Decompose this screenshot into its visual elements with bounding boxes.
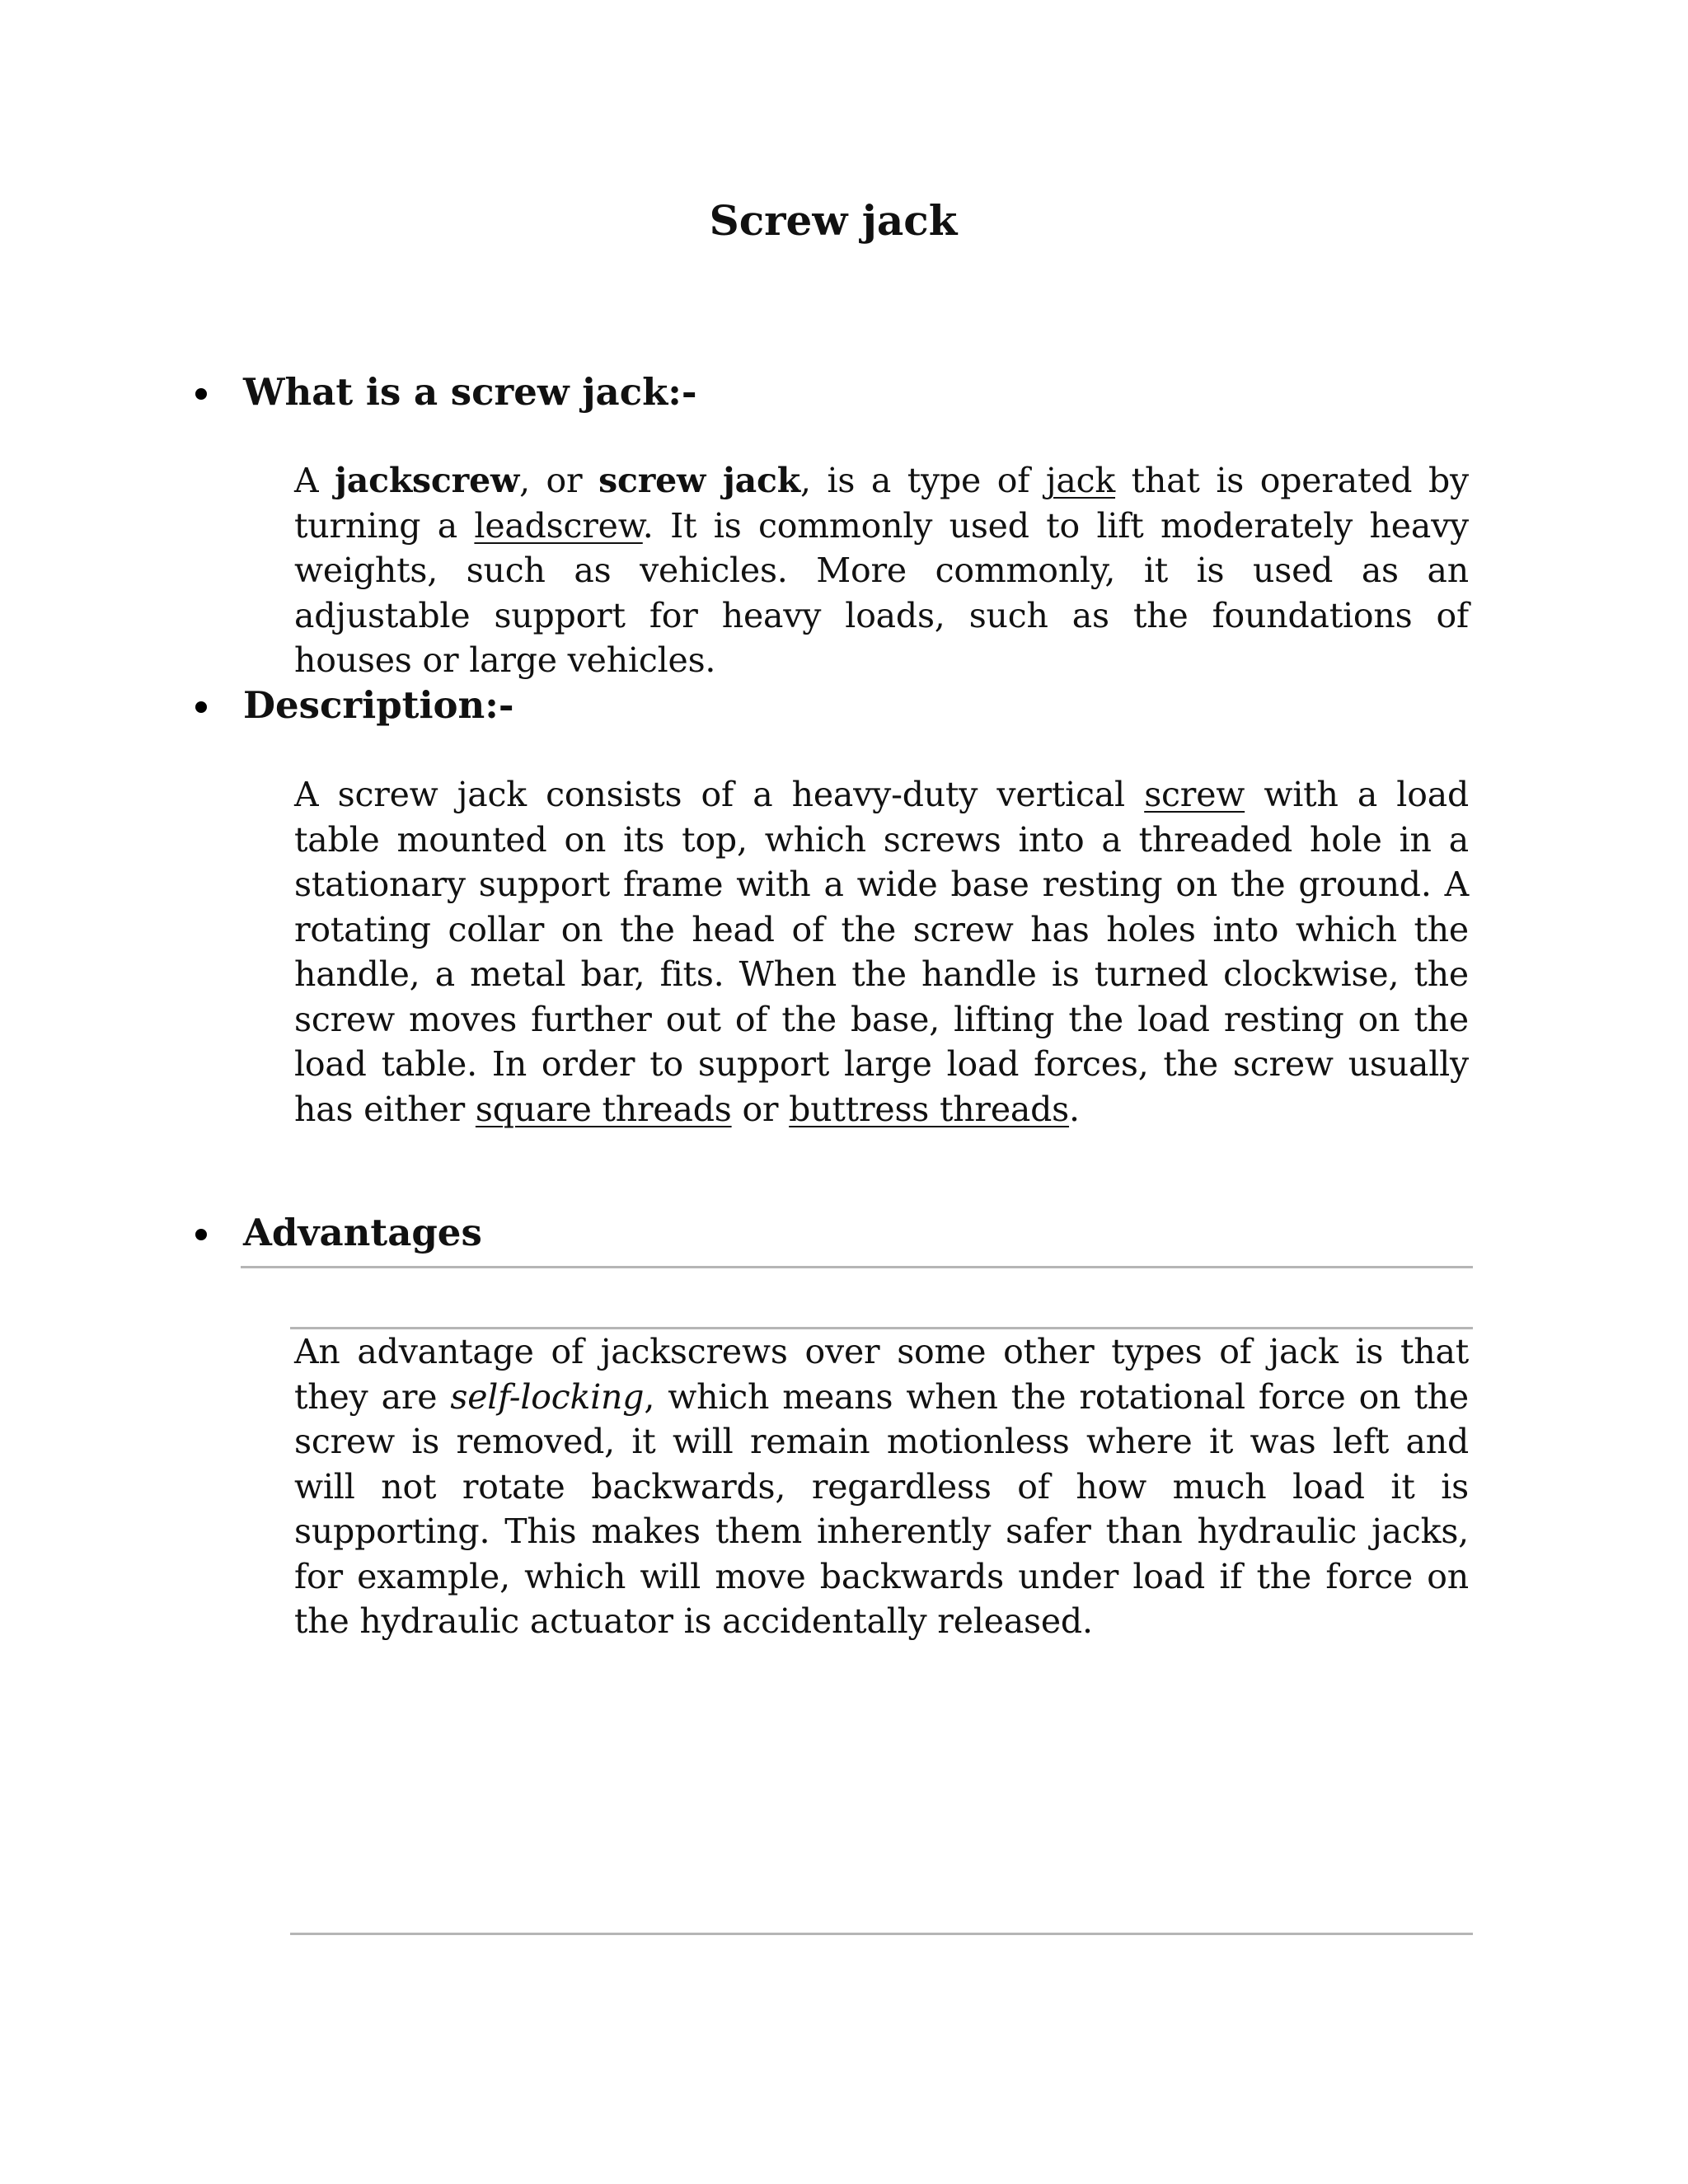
- link-jack[interactable]: jack: [1045, 461, 1116, 500]
- link-leadscrew[interactable]: leadscrew: [474, 505, 643, 546]
- footer-divider: [290, 1933, 1473, 1935]
- paragraph-advantages: [294, 1329, 1469, 1644]
- section-heading-description: [243, 681, 514, 730]
- bullet-icon: [195, 701, 207, 713]
- link-screw[interactable]: screw: [1144, 775, 1245, 814]
- italic-term-self-locking: self-locking: [450, 1376, 645, 1417]
- text-run: A: [294, 461, 335, 500]
- text-run: . It is commonly used to lift moderately heavy weights, such as vehicles. More commonly, it is used as an adjustable support for heavy loads, such as the foundations of houses or large vehicles.: [294, 505, 1469, 680]
- heading-text: Description:-: [243, 683, 514, 727]
- text-run: , is a type of: [799, 461, 1046, 500]
- link-buttress-threads[interactable]: buttress threads: [789, 1089, 1070, 1129]
- text-run: A screw jack consists of a heavy-duty vertical: [294, 775, 1145, 814]
- text-run: An advantage of jackscrews over some other types of jack is that they are: [294, 1332, 1469, 1417]
- text-run: , or: [519, 461, 599, 500]
- section-divider: [241, 1266, 1473, 1268]
- paragraph-what-is: [294, 458, 1469, 683]
- text-run: with a load table mounted on its top, which screws into a threaded hole in a stationary support frame with a wide base resting on the ground. A rotating collar on the head of the screw has holes into which the handle, a metal bar, fits. When the handle is turned clockwise, the screw moves further out of the base, lifting the load resting on the load table. In order to support large load forces, the screw usually has either: [294, 775, 1469, 1129]
- text-run: or: [731, 1089, 790, 1129]
- paragraph-description: [294, 772, 1469, 1132]
- link-square-threads[interactable]: square threads: [475, 1089, 732, 1129]
- section-heading-advantages: [243, 1208, 482, 1258]
- bold-term-jackscrew: jackscrew: [335, 461, 520, 500]
- text-run: , which means when the rotational force on the screw is removed, it will remain motionless where it was left and will not rotate backwards, regardless of how much load it is supporting. This makes them inherently safer than hydraulic jacks, for example, which will move backwards under load if the force on the hydraulic actuator is accidentally released.: [294, 1376, 1469, 1641]
- heading-text: What is a screw jack:-: [243, 370, 697, 414]
- page-title: Screw jack: [709, 196, 958, 245]
- bullet-icon: [195, 1229, 207, 1240]
- section-heading-what-is: [243, 368, 697, 417]
- text-run: that is operated by turning a: [294, 461, 1469, 546]
- bullet-icon: [195, 388, 207, 400]
- heading-text: Advantages: [243, 1211, 482, 1254]
- bold-term-screw-jack: screw jack: [598, 461, 800, 500]
- text-run: .: [1069, 1089, 1080, 1129]
